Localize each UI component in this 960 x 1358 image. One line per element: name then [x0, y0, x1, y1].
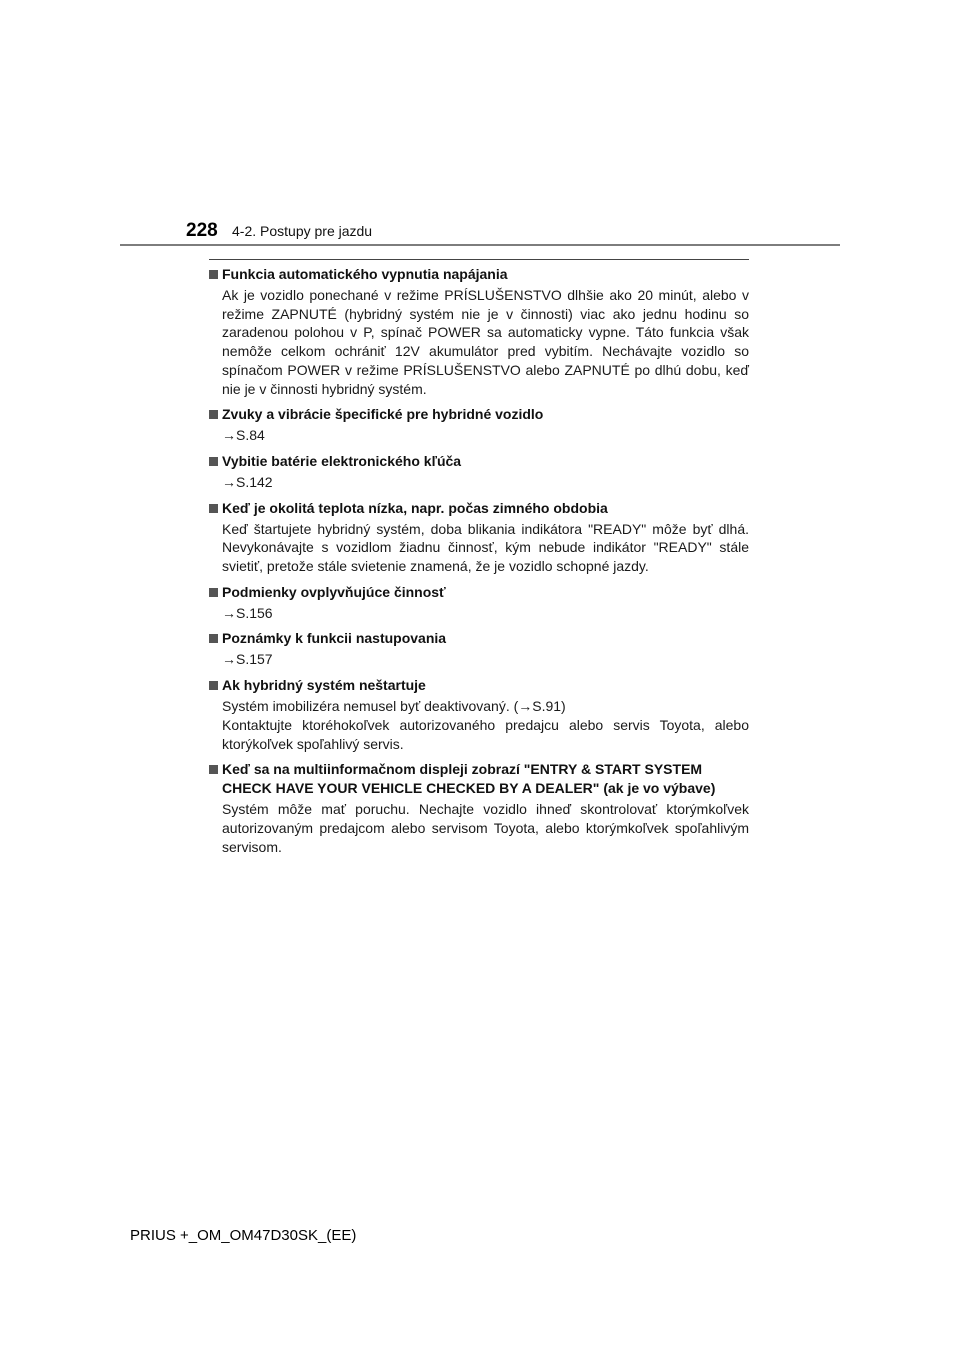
item-heading [209, 629, 749, 648]
item-text-line: Systém imobilizéra nemusel byť deaktivovaný. (→S.91) [222, 698, 566, 715]
item-low-temperature [209, 499, 749, 576]
item-text-line: Kontaktujte ktoréhokoľvek autorizovaného predajcu alebo servis Toyota, alebo ktorýkoľvek spoľahlivý servis. [222, 716, 749, 752]
item-heading [209, 583, 749, 602]
item-body: Ak je vozidlo ponechané v režime PRÍSLUŠENSTVO dlhšie ako 20 minút, alebo v režime ZAPNUTÉ (hybridný systém nie je v činnosti) viac ako jednu hodinu so zaradenou polohou v P, spínač POWER sa automaticky vypne. Táto funkcia však nemôže celkom ochrániť 12V akumulátor pred vybitím. Nechávajte vozidlo so spínačom POWER v režime PRÍSLUŠENSTVO alebo ZAPNUTÉ po dlhú dobu, keď nie je v činnosti hybridný systém. [222, 287, 749, 397]
item-title: Funkcia automatického vypnutia napájania [222, 266, 508, 282]
item-title: Poznámky k funkcii nastupovania [222, 630, 447, 647]
item-sounds-vibrations [209, 405, 749, 445]
item-key-battery [209, 452, 749, 492]
item-body: Systém môže mať poruchu. Nechajte vozidlo ihneď skontrolovať ktorýmkoľvek autorizovaným predajcom alebo servisom Toyota, alebo ktorýmkoľvek spoľahlivým servisom. [222, 801, 749, 855]
item-title: Vybitie batérie elektronického kľúča [222, 452, 462, 469]
footer-doc-id: PRIUS +_OM_OM47D30SK_(EE) [130, 1227, 357, 1244]
page-reference: →S.84 [222, 427, 265, 444]
item-heading [209, 760, 749, 798]
section-divider [209, 259, 749, 260]
item-body: Keď štartujete hybridný systém, doba blikania indikátora "READY" môže byť dlhá. Nevykonávajte s vozidlom žiadnu činnosť, kým nebude indikátor "READY" stále svietiť, pretože stále svietenie znamená, že je vozidlo schopné jazdy. [222, 520, 749, 575]
item-heading [209, 499, 749, 518]
item-auto-power-off [209, 265, 749, 398]
item-heading [209, 405, 749, 424]
item-hybrid-not-starting [209, 676, 749, 753]
item-title: Ak hybridný systém neštartuje [222, 677, 426, 694]
item-operating-conditions [209, 583, 749, 623]
page-reference: →S.157 [222, 651, 273, 668]
square-bullet-icon [209, 270, 218, 279]
square-bullet-icon [209, 588, 218, 597]
item-heading [209, 265, 749, 284]
page-number: 228 [186, 220, 218, 241]
square-bullet-icon [209, 457, 218, 466]
item-heading [209, 676, 749, 695]
square-bullet-icon [209, 410, 218, 419]
item-title: Zvuky a vibrácie špecifické pre hybridné vozidlo [222, 406, 544, 423]
square-bullet-icon [209, 634, 218, 643]
page-reference: →S.142 [222, 473, 273, 490]
square-bullet-icon [209, 681, 218, 690]
square-bullet-icon [209, 765, 218, 774]
item-title: Keď je okolitá teplota nízka, napr. počas zimného obdobia [222, 499, 608, 516]
item-entry-notes [209, 629, 749, 669]
item-title: Keď sa na multiinformačnom displeji zobrazí "ENTRY & START SYSTEM CHECK HAVE YOUR VEHICLE CHECKED BY A DEALER" (ak je vo výbave) [222, 761, 716, 797]
page-reference: →S.156 [222, 604, 273, 621]
item-entry-start-check [209, 760, 749, 856]
item-title: Podmienky ovplyvňujúce činnosť [222, 583, 446, 600]
section-title: 4-2. Postupy pre jazdu [232, 223, 373, 239]
content-area [209, 265, 749, 863]
square-bullet-icon [209, 504, 218, 513]
header-rule [120, 244, 840, 246]
item-heading [209, 452, 749, 471]
